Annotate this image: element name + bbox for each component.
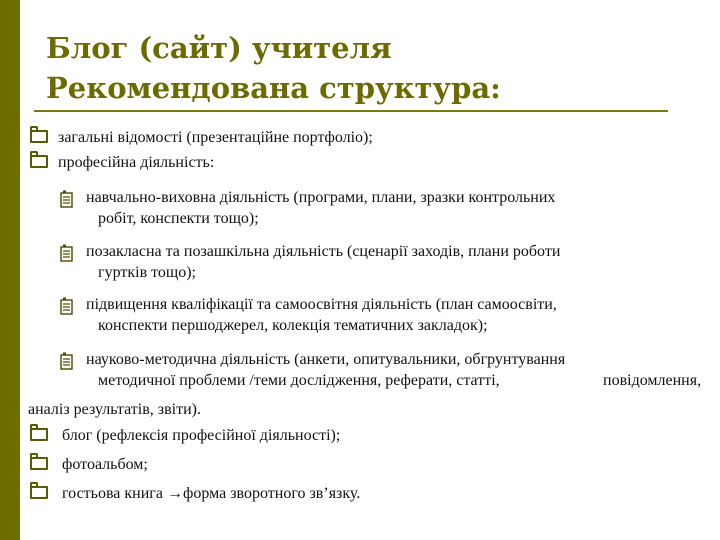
- feedback-label: форма зворотного зв’язку.: [182, 485, 361, 502]
- folder-icon: [30, 428, 48, 441]
- note-icon: [60, 244, 74, 262]
- slide-title: [46, 28, 501, 108]
- note-icon: [60, 190, 74, 208]
- folder-icon: [30, 457, 48, 470]
- sub-item-line-3: аналіз результатів, звіти).: [28, 401, 201, 418]
- list-item-text: блог (рефлексія професійної діяльності);: [62, 427, 341, 444]
- list-item-text-row: [62, 484, 360, 504]
- sub-item-line-2: гуртків тощо);: [98, 264, 196, 281]
- list-item-text: професійна діяльність:: [58, 154, 215, 171]
- sidebar-bar: [0, 0, 20, 540]
- folder-icon: [30, 155, 48, 168]
- title-line-2: Рекомендована структура:: [46, 71, 501, 105]
- sub-item-line-1: підвищення кваліфікації та самоосвітня діяльність (план самоосвіти,: [86, 296, 557, 313]
- sub-item-line-2: робіт, конспекти тощо);: [98, 210, 259, 227]
- folder-icon: [30, 486, 48, 499]
- note-icon: [60, 297, 74, 315]
- sub-item-line-2: конспекти першоджерел, колекція тематичних закладок);: [98, 317, 488, 334]
- title-line-1: Блог (сайт) учителя: [46, 31, 392, 65]
- sub-item-line-2-end: повідомлення,: [603, 372, 702, 389]
- list-item-text: фотоальбом;: [62, 456, 148, 473]
- guestbook-label: гостьова книга: [62, 485, 163, 502]
- sub-item-line-2: методичної проблеми /теми дослідження, реферати, статті,: [98, 372, 500, 389]
- sub-item-line-1: позакласна та позашкільна діяльність (сценарії заходів, плани роботи: [86, 243, 561, 260]
- sub-item-line-1: науково-методична діяльність (анкети, опитувальники, обгрунтування: [86, 351, 566, 368]
- arrow-icon: →: [166, 485, 183, 502]
- sub-item-line-1: навчально-виховна діяльність (програми, плани, зразки контрольних: [86, 189, 556, 206]
- title-underline: [34, 110, 668, 112]
- folder-icon: [30, 130, 48, 143]
- note-icon: [60, 352, 74, 370]
- list-item-text: загальні відомості (презентаційне портфоліо);: [58, 129, 373, 146]
